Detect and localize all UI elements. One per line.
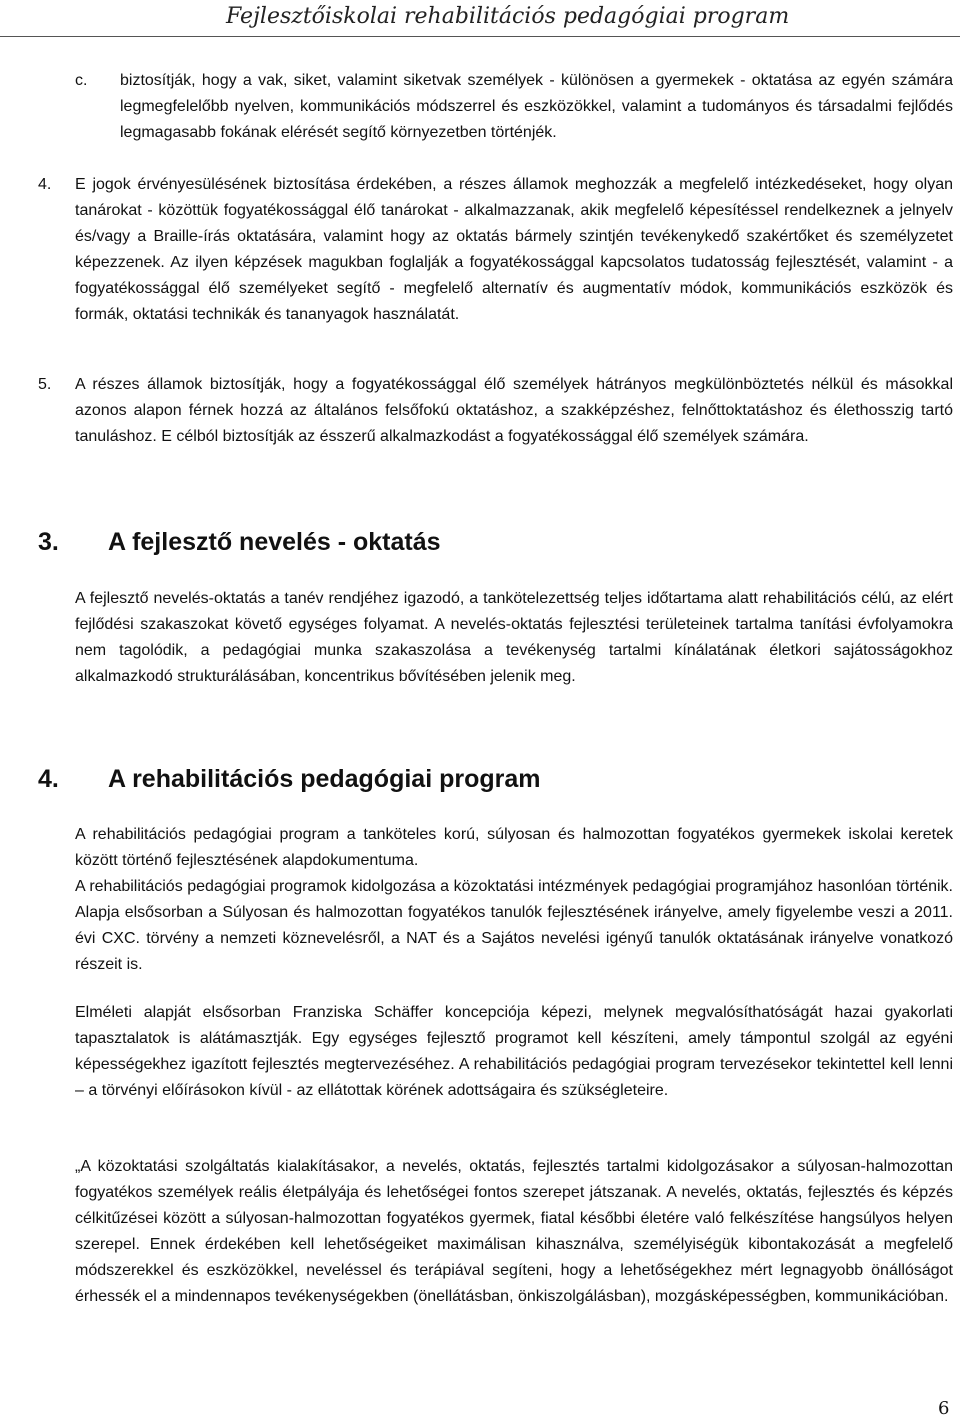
list-item-label: c. (75, 72, 88, 89)
paragraph: A rehabilitációs pedagógiai programok kidolgozása a közoktatási intézmények pedagógiai programjához hasonlóan történik. Alapja elsősorban a Súlyosan és halmozottan fogyatékos tanulók fejlesztésének irányelve, amely figyelembe veszi a 2011. évi CXC. törvény a nemzeti köznevelésről, a NAT és a Sajátos nevelési igényű tanulók oktatásának irányelve vonatkozó részeit is. (75, 878, 953, 973)
section-title: A rehabilitációs pedagógiai program (108, 765, 541, 793)
list-item-text: biztosítják, hogy a vak, siket, valamint siketvak személyek - különösen a gyermekek - oktatása az egyén számára legmegfelelőbb nyelven, kommunikációs módszerrel és eszközökkel, valamint a tudományos és társadalmi fejlődés legmagasabb fokának elérését segítő környezetben történjék. (120, 72, 953, 141)
list-item (75, 68, 953, 146)
list-item (38, 372, 953, 450)
list-item-label: 4. (38, 176, 52, 193)
section-title: A fejlesztő nevelés - oktatás (108, 528, 441, 556)
paragraph: „A közoktatási szolgáltatás kialakításakor, a nevelés, oktatás, fejlesztés tartalmi kidolgozásakor a súlyosan-halmozottan fogyatékos személyek reális életpályája és lehetőségei fontos szerepet játszanak. A nevelés, oktatás, fejlesztés és képzés célkitűzései között a súlyosan-halmozottan fogyatékos gyermek, fiatal későbbi életére való felkészítése hangsúlyos helyen szerepel. Ennek érdekében kell lehetőségeiket maximálisan kihasználva, személyiségük kibontakozását a megfelelő módszerekkel és eszközökkel, neveléssel és terápiával segíteni, hogy a lehetőségekhez mért legnagyobb önállóságot érhessék el a mindennapos tevékenységekben (önellátásban, önkiszolgálásban), mozgásképességben, kommunikációban. (75, 1158, 953, 1305)
section-number: 4. (38, 765, 59, 793)
page-number: 6 (938, 1398, 950, 1419)
header-title: Fejlesztőiskolai rehabilitációs pedagógiai program (226, 4, 790, 29)
header-divider (0, 36, 960, 37)
paragraph: A rehabilitációs pedagógiai program a tanköteles korú, súlyosan és halmozottan fogyatékos gyermekek iskolai keretek között történő fejlesztésének alapdokumentuma. (75, 826, 953, 869)
list-item-label: 5. (38, 376, 52, 393)
list-item-text: E jogok érvényesülésének biztosítása érdekében, a részes államok meghozzák a megfelelő intézkedéseket, hogy olyan tanárokat - közöttük fogyatékossággal élő tanárokat - alkalmazzanak, akik megfelelő képesítéssel rendelkeznek a jelnyelv és/vagy a Braille-írás oktatására, valamint hogy az oktatás bármely szintjén tevékenykedő szakértőket és személyzetet képezzenek. Az ilyen képzések magukban foglalják a fogyatékossággal kapcsolatos tudatosság fejlesztését, valamint - a fogyatékossággal élő személyeket segítő - megfelelő alternatív és augmentatív módok, kommunikációs eszközök és formák, oktatási technikák és tananyagok használatát. (75, 176, 953, 323)
paragraph: Elméleti alapját elsősorban Franziska Schäffer koncepciója képezi, melynek megvalósíthatóságát hazai gyakorlati tapasztalatok is alátámasztják. Egy egységes fejlesztő programot kell készíteni, amely támpontul szolgál az egyéni képességekhez igazított fejlesztés megtervezéséhez. A rehabilitációs pedagógiai program tervezésekor tekintettel kell lenni – a törvényi előírásokon kívül - az ellátottak körének adottságaira és szükségleteire. (75, 1004, 953, 1099)
section-number: 3. (38, 528, 59, 556)
paragraph: A fejlesztő nevelés-oktatás a tanév rendjéhez igazodó, a tankötelezettség teljes időtartama alatt rehabilitációs célú, az elért fejlődési szakaszokat követő egységes folyamat. A nevelés-oktatás fejlesztési területeinek tartalma tanítási évfolyamokra nem tagolódik, a pedagógiai munka szakaszolása a tevékenység tartalmi kínálatának életkori sajátosságokhoz alkalmazkodó strukturálásában, koncentrikus bővítésében jelenik meg. (75, 590, 953, 685)
list-item (38, 172, 953, 328)
page-header (0, 0, 960, 40)
list-item-text: A részes államok biztosítják, hogy a fogyatékossággal élő személyek hátrányos megkülönböztetés nélkül és másokkal azonos alapon férnek hozzá az általános felsőfokú oktatáshoz, a szakképzéshez, felnőttoktatáshoz és élethosszig tartó tanuláshoz. E célból biztosítják az ésszerű alkalmazkodást a fogyatékossággal élő személyek számára. (75, 376, 953, 445)
